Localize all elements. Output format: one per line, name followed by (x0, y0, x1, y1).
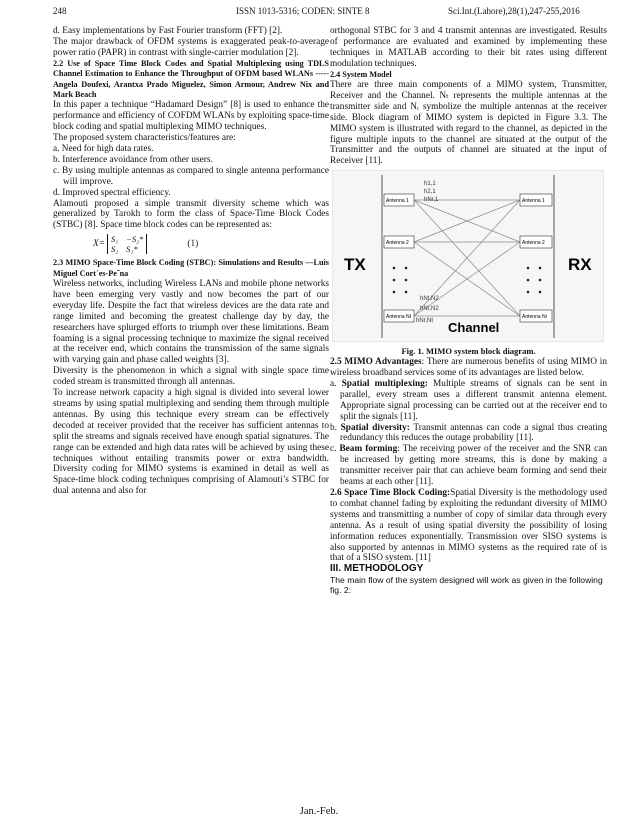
section-2-4-heading: 2.4 System Model (330, 69, 392, 79)
methodology-heading: III. METHODOLOGY (330, 563, 424, 575)
page-footer: Jan.-Feb. (299, 806, 339, 817)
h-label: hNt,N2 (420, 296, 439, 303)
rx-label: RX (568, 255, 592, 275)
equation-number: (1) (187, 238, 199, 249)
paragraph-hadamard: In this paper a technique “Hadamard Design” [8] is used to enhance the performance and efficiency of COFDM WLANs by exploiting space-time block coding and spatial multiplexing MIMO techniques. (53, 100, 329, 133)
svg-text:Antenna 1: Antenna 1 (522, 198, 545, 205)
page-header (0, 6, 638, 20)
h-label: h1,1 (424, 181, 436, 188)
rx-antenna-2 (520, 236, 552, 248)
h-label: hNr,Nt (416, 318, 434, 325)
matrix-cell: −S₂* (126, 234, 144, 245)
paragraph-alamouti: Alamouti proposed a simple transmit diversity scheme which was generalized by Tarokh to form the class of Space-Time Block Codes (STBC) [8]. Space time block codes can be represented as: (53, 198, 329, 231)
paragraph-papr: The major drawback of OFDM systems is exaggerated peak-to-average power ratio (PAPR) in contrast with single-carrier modulation [2]. (53, 36, 329, 58)
paragraph-orthogonal-stbc: orthogonal STBC for 3 and 4 transmit antennas are investigated. Results of performance are evaluated and examined by implementing these techniques in MATLAB according to their bit rates using different modulation techniques. (330, 26, 607, 69)
h-label: hNr,1 (424, 197, 439, 204)
section-2-2-heading: 2.2 Use of Space Time Block Codes and Spatial Multiplexing using TDLS Channel Estimation to Enhance the Throughput of OFDM based WLANs ----- Angela Doufexi, Arantxa Prado Miguelez, Simon Armour, Andrew Nix and Mark Beach (53, 58, 329, 99)
advantage-item: a. Spatial multiplexing: Multiple streams of signals can be sent in parallel, every stream uses a different transmit antenna element. Appropriate signal processing can be carried out at the receiver end to split the signals [11]. (330, 378, 607, 422)
journal-citation: Sci.Int.(Lahore),28(1),247-255,2016 (448, 6, 580, 16)
methodology-text: The main flow of the system designed will work as given in the following fig. 2: (330, 575, 603, 596)
section-2-5-heading: 2.5 MIMO Advantages (330, 357, 422, 368)
rx-antenna-1 (520, 194, 552, 206)
h-label: hNr,N2 (420, 306, 439, 313)
svg-text:Antenna 2: Antenna 2 (386, 240, 409, 247)
advantage-item: b. Spatial diversity: Transmit antennas can code a signal thus creating redundancy this reduces the outage probability [11]. (330, 422, 608, 444)
section-2-6-text: Spatial Diversity is the methodology used to combat channel fading by exploiting the redundant diversity of MIMO systems and transmitting a number of copy of similar data through every antenna. As a result of using spatial diversity the possibility of losing information reduces exponentially. Transmission over SISO systems is also supported by antennas in MIMO systems as the required rate of is that of a SISO system. [11] (330, 487, 607, 564)
paragraph-capacity: To increase network capacity a high signal is divided into several lower streams by using spatial multiplexing and sending them through multiple antennas. By using this technique every stream can be effectively decoded at receiver provided that the receiver has sufficient antennas to split the streams and signals received have enough spatial signatures. The range can be extended and high data rates will be achieved by using these techniques without entailing transmits power or extra bandwidth. Diversity coding for MIMO systems is examined in detail as well as Space-time block coding techniques comprising of Alamouti’s STBC for dual antenna and also for (53, 388, 329, 497)
page-number: 248 (53, 6, 67, 16)
issn-line: ISSN 1013-5316; CODEN: SINTE 8 (236, 6, 370, 16)
rx-antenna-nr (520, 310, 552, 322)
feature-item: b. Interference avoidance from other users. (53, 154, 213, 165)
fft-item: d. Easy implementations by Fast Fourier transform (FFT) [2]. (53, 26, 283, 36)
tx-antenna-1 (384, 194, 414, 206)
advantage-title: Spatial multiplexing: (341, 378, 428, 389)
left-column (53, 26, 329, 497)
svg-text:Antenna 2: Antenna 2 (522, 240, 545, 247)
tx-label: TX (344, 255, 366, 275)
section-2-6-heading: 2.6 Space Time Block Coding: (330, 487, 451, 498)
paragraph-beamforming: Wireless networks, including Wireless LANs and mobile phone networks have been emerging very vastly and now becomes the part of our everyday life. Despite the fact that wireless devices are the data rate and range limited and becoming the greatest challenge day by day, the researchers have splurged efforts to triumph over these limitations. Beam foaming is a signal processing technique to maximize the signal received at the receiver end, which contains the transmission of the same signals with varying gain and phase called weights [3]. (53, 279, 329, 366)
right-column (330, 26, 607, 596)
feature-item: c. By using multiple antennas as compared to single antenna performance will improve. (53, 165, 329, 187)
channel-label: Channel (448, 320, 500, 336)
feature-item: a. Need for high data rates. (53, 143, 154, 154)
advantage-title: Spatial diversity: (340, 422, 410, 433)
figure-caption: Fig. 1. MIMO system block diagram. (401, 346, 536, 357)
equation-matrix (107, 234, 147, 254)
h-label: h2,1 (424, 189, 436, 196)
equation-lhs: X= (93, 238, 105, 249)
matrix-cell: S₁* (126, 244, 138, 255)
section-2-6 (330, 488, 607, 564)
mimo-block-diagram (332, 170, 604, 342)
section-2-3-heading: 2.3 MIMO Space-Time Block Coding (STBC): Simulations and Results ---Luis Miguel Cort´es-Pe˜na (53, 258, 329, 278)
svg-text:Antenna Nt: Antenna Nt (386, 314, 412, 321)
matrix-cell: S₂ (110, 244, 119, 255)
paragraph-system-model: There are three main components of a MIMO system, Transmitter, Receiver and the Channel. Nₜ represents the multiple antennas at the transmitter side and Nᵣ symbolize the multiple antennas at the receiver side. Block diagram of MIMO system is depicted in Figure 3.3. The MIMO system is illustrated with regard to the channel, as depicted in the figure multiple inputs to the channel are situated at the output of the Transmitter and the outputs of channel are situated at the input of Receiver [11]. (330, 80, 607, 167)
advantage-title: Beam forming (339, 444, 398, 455)
section-2-5 (330, 357, 607, 379)
svg-text:Antenna Nr: Antenna Nr (522, 314, 548, 321)
paragraph-diversity: Diversity is the phenomenon in which a signal with single space time coded stream is transmitted through all antennas. (53, 366, 329, 388)
feature-item: d. Improved spectral efficiency. (53, 187, 171, 198)
svg-text:Antenna 1: Antenna 1 (386, 198, 409, 205)
paragraph-features-intro: The proposed system characteristics/features are: (53, 133, 236, 144)
matrix-cell: S₁ (110, 234, 119, 245)
advantage-item: c. Beam forming: The receiving power of the receiver and the SNR can be increased by getting more streams, this is done by making a transmitter receiver pair that can achieve beam forming and send their beams at each other [11]. (330, 444, 607, 488)
tx-antenna-nt (384, 310, 414, 322)
tx-antenna-2 (384, 236, 414, 248)
section-2-5-text: : There are numerous benefits of using MIMO in wireless broadband services some of its advantages are listed below. (330, 357, 608, 378)
stbc-equation (93, 232, 329, 256)
